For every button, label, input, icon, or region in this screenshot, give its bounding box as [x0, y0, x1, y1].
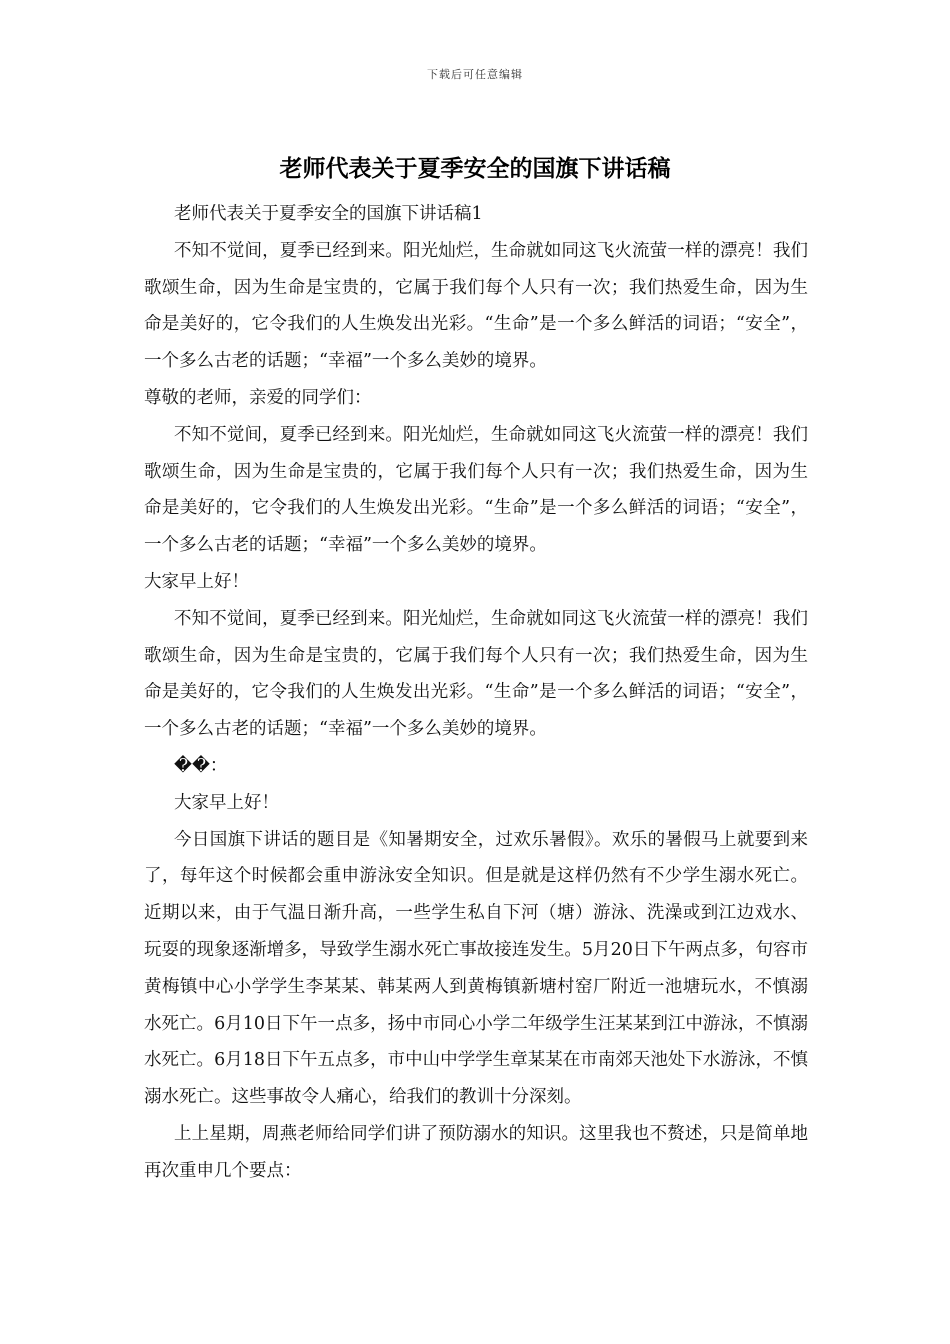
body-paragraph: 不知不觉间，夏季已经到来。阳光灿烂，生命就如同这飞火流萤一样的漂亮！我们歌颂生命，因为生命是宝贵的，它属于我们每个人只有一次；我们热爱生命，因为生命是美好的，它令我们的人生焕发出光彩。“生命”是一个多么鲜活的词语；“安全”，一个多么古老的话题；“幸福”一个多么美妙的境界。 — [144, 424, 808, 556]
body-paragraph: 不知不觉间，夏季已经到来。阳光灿烂，生命就如同这飞火流萤一样的漂亮！我们歌颂生命，因为生命是宝贵的，它属于我们每个人只有一次；我们热爱生命，因为生命是美好的，它令我们的人生焕发出光彩。“生命”是一个多么鲜活的词语；“安全”，一个多么古老的话题；“幸福”一个多么美妙的境界。 — [144, 240, 808, 372]
document-body — [144, 196, 808, 1190]
greeting-paragraph: 大家早上好！ — [144, 571, 249, 592]
greeting-paragraph: 尊敬的老师，亲爱的同学们： — [144, 387, 372, 408]
garbled-salutation: ��： — [174, 755, 228, 776]
body-paragraph: 今日国旗下讲话的题目是《知暑期安全，过欢乐暑假》。欢乐的暑假马上就要到来了，每年这个时候都会重申游泳安全知识。但是就是这样仍然有不少学生溺水死亡。近期以来，由于气温日渐升高，一些学生私自下河（塘）游泳、洗澡或到江边戏水、玩耍的现象逐渐增多，导致学生溺水死亡事故接连发生。5月20日下午两点多，句容市黄梅镇中心小学学生李某某、韩某两人到黄梅镇新塘村窑厂附近一池塘玩水，不慎溺水死亡。6月10日下午一点多，扬中市同心小学二年级学生汪某某到江中游泳，不慎溺水死亡。6月18日下午五点多，市中山中学学生章某某在市南郊天池处下水游泳，不慎溺水死亡。这些事故令人痛心，给我们的教训十分深刻。 — [144, 829, 808, 1108]
header-note: 下载后可任意编辑 — [427, 68, 523, 81]
body-paragraph: 不知不觉间，夏季已经到来。阳光灿烂，生命就如同这飞火流萤一样的漂亮！我们歌颂生命，因为生命是宝贵的，它属于我们每个人只有一次；我们热爱生命，因为生命是美好的，它令我们的人生焕发出光彩。“生命”是一个多么鲜活的词语；“安全”，一个多么古老的话题；“幸福”一个多么美妙的境界。 — [144, 608, 808, 740]
document-title: 老师代表关于夏季安全的国旗下讲话稿 — [279, 156, 671, 182]
greeting-paragraph: 大家早上好！ — [174, 792, 279, 813]
body-paragraph: 上上星期，周燕老师给同学们讲了预防溺水的知识。这里我也不赘述，只是简单地再次重申几个要点： — [144, 1123, 808, 1181]
subtitle-paragraph: 老师代表关于夏季安全的国旗下讲话稿1 — [174, 204, 483, 224]
